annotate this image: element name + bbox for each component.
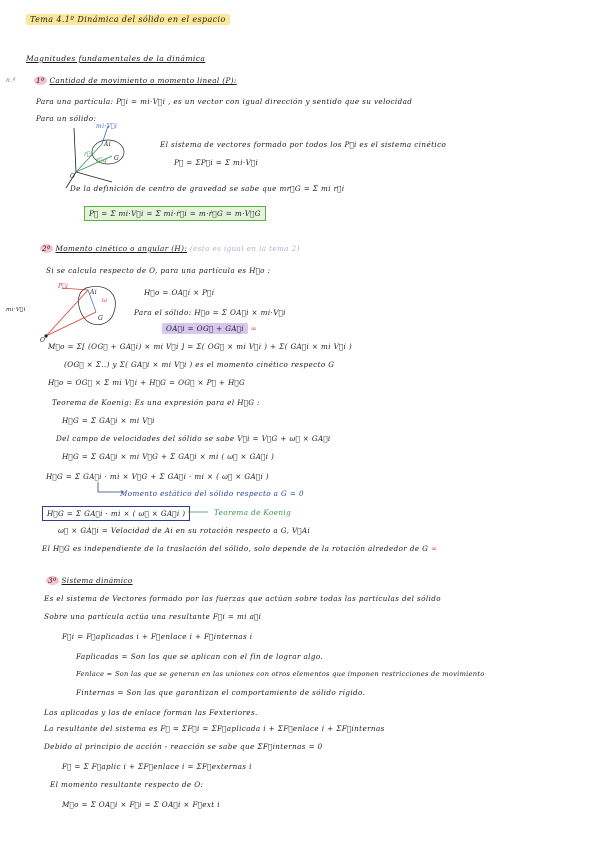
title-text: Tema 4.1º Dinámica del sólido en el espacio — [26, 14, 230, 25]
s1-box: P⃗ = Σ mi·V⃗i = Σ mi·ṙ⃗i = m·ṙ⃗G = m·V⃗G — [84, 206, 266, 221]
s2-line-velocities: Del campo de velocidades del sólido se sabe V⃗i = V⃗G + ω⃗ × GA⃗i — [56, 434, 331, 443]
s3-line-enlace: Fenlace = Son las que se generan en las uniones con otros elementos que imponen restricciones de movimiento — [76, 670, 485, 678]
s2-diagram — [16, 280, 126, 342]
s2-line-Ho-result: H⃗o = OG⃗ × Σ mi V⃗i + H⃗G = OG⃗ × P⃗ + H⃗G — [48, 378, 246, 387]
s2-label-o: O — [40, 337, 46, 344]
s3-line-F-external: F⃗ = Σ F⃗aplic i + ΣF⃗enlace i = ΣF⃗externas i — [62, 762, 252, 771]
s1-label-o: O — [70, 173, 76, 180]
s2-line-cinetic-G: (OG⃗ × Σ..) y Σ( GA⃗i × mi V⃗i ) es el momento cinético respecto G — [64, 360, 335, 369]
s2-line-solid: Para el sólido: H⃗o = Σ OA⃗i × mi·V⃗i — [134, 308, 286, 317]
s2-line-HG-group: H⃗G = Σ GA⃗i · mi × V⃗G + Σ GA⃗i · mi × ( ω⃗ × GA⃗i ) — [46, 472, 269, 481]
s1-line-particle: Para una partícula: P⃗i = mi·V⃗i , es un vector con igual dirección y sentido que su velocidad — [36, 97, 413, 106]
s2-line-OAi — [162, 324, 257, 333]
s3-number: 3º — [48, 576, 57, 585]
s2-label-mvi: mi·V⃗i — [6, 307, 26, 313]
s3-heading-row — [46, 576, 133, 585]
s3-line-aplicadas: Faplicadas = Son las que se aplican con el fin de lograr algo. — [76, 652, 324, 661]
s2-heading-row — [40, 244, 300, 253]
vector-oai — [46, 290, 88, 336]
s2-note: (esto es igual en la tema 2) — [189, 244, 300, 253]
s1-label-rg: r⃗g — [96, 157, 108, 164]
s2-label-ai: Ai — [90, 289, 98, 296]
s2-box: H⃗G = Σ GA⃗i · mi × ( ω⃗ × GA⃗i ) — [42, 506, 190, 521]
s3-line-system-result: La resultante del sistema es F⃗ = ΣF⃗i = ΣF⃗aplicada i + ΣF⃗enlace i + ΣF⃗internas — [44, 724, 385, 733]
section-heading: Magnitudes fundamentales de la dinámica — [26, 54, 206, 63]
axis-z — [74, 128, 76, 172]
s2-koenig-arrow — [188, 509, 212, 515]
s2-label-g: G — [98, 315, 104, 322]
s1-label-ri: r⃗i — [84, 151, 94, 158]
s2-independent-text: El H⃗G es independiente de la traslación del sólido, solo depende de la rotación alrededor de G — [42, 544, 429, 553]
s2-line-Ho: H⃗o = OA⃗i × P⃗i — [144, 288, 215, 297]
s1-line-cg: De la definición de centro de gravedad se sabe que mr⃗G = Σ mi r⃗i — [70, 184, 345, 193]
s1-heading: Cantidad de movimiento o momento lineal (P): — [49, 76, 237, 85]
s2-koenig-label: Teorema de Koenig — [214, 508, 292, 517]
margin-mark: n.º — [6, 77, 16, 84]
s2-heading: Momento cinético o angular (H): — [55, 244, 188, 253]
s1-number: 1º — [36, 76, 45, 85]
s1-line-solid: Para un sólido: — [36, 114, 97, 123]
vector-og — [46, 312, 96, 336]
s1-line-system: El sistema de vectores formado por todos los P⃗i es el sistema cinético — [160, 140, 447, 149]
s3-line-action-reaction: Debido al principio de acción - reacción se sabe que ΣF⃗internas = 0 — [44, 742, 323, 751]
s2-line-HG-expand: H⃗G = Σ GA⃗i × mi V⃗G + Σ GA⃗i × mi ( ω⃗ × GA⃗i ) — [62, 452, 275, 461]
s1-label-mivi: mi·V⃗i — [96, 123, 118, 130]
s2-label-w: ω — [102, 297, 108, 304]
s3-line-Fi-sum: F⃗i = F⃗aplicadas i + F⃗enlace i + F⃗internas i — [62, 632, 253, 641]
s2-OAi-mark: ∞ — [250, 324, 258, 333]
s2-independent-mark: ∞ — [431, 544, 438, 553]
page-title — [26, 15, 230, 24]
s2-static-moment: Momento estático del sólido respecto a G = 0 — [120, 489, 304, 498]
s2-line-HG: H⃗G = Σ GA⃗i × mi V⃗i — [62, 416, 155, 425]
s2-OAi-text: OA⃗i = OG⃗ + GA⃗i — [162, 323, 248, 334]
s3-line-internas: Finternas = Son las que garantizan el comportamiento de sólido rígido. — [76, 688, 366, 697]
s2-line-independent — [42, 544, 437, 553]
axis-x — [76, 172, 112, 182]
s2-line-koenig-intro: Teorema de Koenig: Es una expresión para el H⃗G : — [52, 398, 260, 407]
s1-heading-row — [34, 76, 237, 85]
s3-line-exteriores: Las aplicadas y las de enlace forman las Fexteriores. — [44, 708, 258, 717]
s2-line-rotation: ω⃗ × GA⃗i = Velocidad de Ai en su rotación respecto a G, V⃗Ai — [58, 526, 311, 535]
s2-line-Mo-expand: M⃗o = Σ[ (OG⃗ + GA⃗i) × mi V⃗i ] = Σ( OG⃗ × mi V⃗i ) + Σ( GA⃗i × mi V⃗i ) — [48, 342, 353, 351]
s3-heading: Sistema dinámico — [61, 576, 133, 585]
s3-line-moment-intro: El momento resultante respecto de O: — [50, 780, 204, 789]
s1-label-g: G — [114, 155, 120, 162]
s2-label-pi: P⃗i — [58, 283, 69, 290]
s1-line-P-sum: P⃗ = ΣP⃗i = Σ mi·V⃗i — [174, 158, 259, 167]
s1-label-ai: Ai — [104, 141, 112, 148]
s3-line-definition: Es el sistema de Vectores formado por las fuerzas que actúan sobre todas las partículas del sólido — [44, 594, 441, 603]
s3-line-resultant: Sobre una partícula actúa una resultante F⃗i = mi a⃗i — [44, 612, 262, 621]
s3-line-moment: M⃗o = Σ OA⃗i × F⃗i = Σ OA⃗i × F⃗ext i — [62, 800, 220, 809]
s2-line-particle: Si se calcula respecto de O, para una partícula es H⃗o : — [46, 266, 271, 275]
s2-number: 2º — [42, 244, 51, 253]
